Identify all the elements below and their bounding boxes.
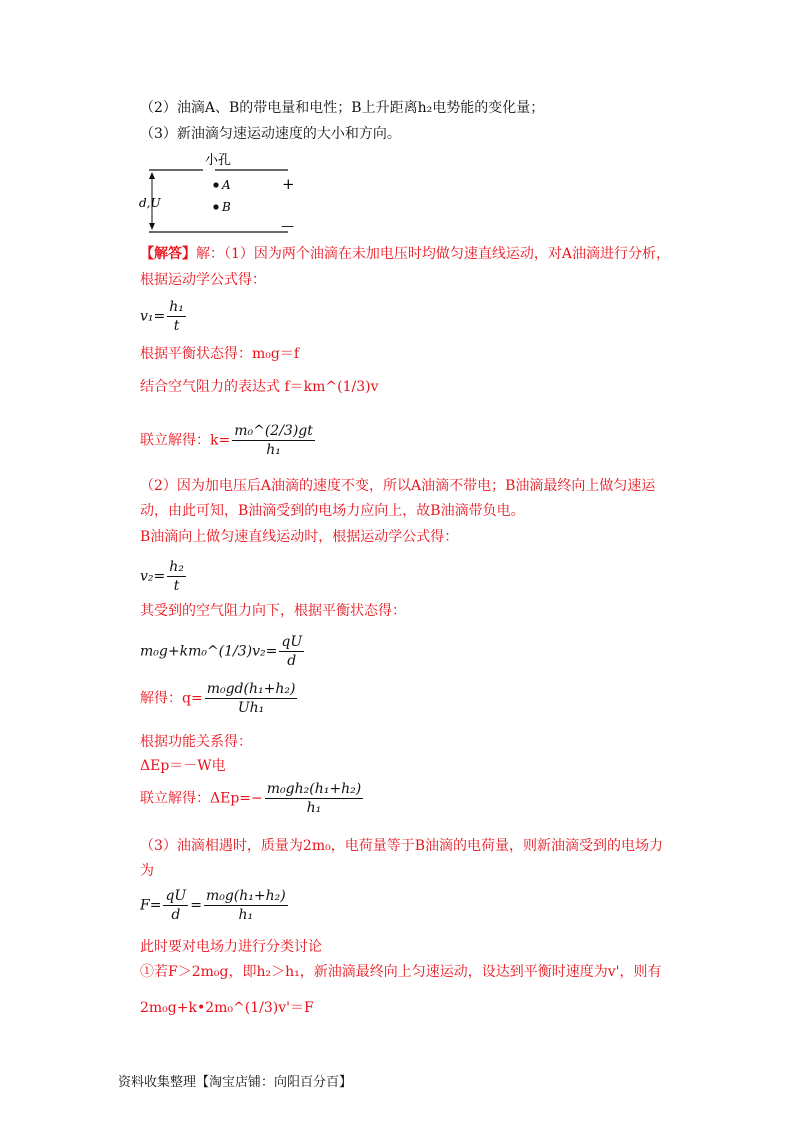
question-2: （2）油滴A、B的带电量和电性；B上升距离h₂电势能的变化量；	[140, 100, 545, 116]
part3-line1: （3）油滴相遇时，质量为2m₀，电荷量等于B油滴的电荷量，则新油滴受到的电场力	[140, 838, 663, 854]
formula-v1: v₁= $\frac{\text{h₁}}{t}$	[140, 299, 184, 334]
delta-ep: ΔEp＝－W电	[140, 758, 226, 774]
question-3: （3）新油滴匀速运动速度的大小和方向。	[140, 126, 401, 142]
part2-line2: 动，由此可知，B油滴受到的电场力应向上，故B油滴带负电。	[140, 503, 525, 519]
balance-line: 根据平衡状态得：m₀g＝f	[140, 346, 300, 362]
drag-direction: 其受到的空气阻力向下，根据平衡状态得：	[140, 603, 406, 619]
solution-intro-2: 根据运动学公式得：	[140, 272, 266, 288]
case-1-equation: 2m₀g+k•2m₀^(1/3)v'＝F	[140, 1000, 314, 1016]
gap-arrow-up	[149, 172, 155, 179]
hole-label: 小孔	[205, 153, 232, 168]
drop-a-label: A	[222, 178, 231, 192]
part3-line2: 为	[140, 863, 154, 879]
formula-balance-b: m₀g+km₀^(1/3)v₂= $\frac{qU}{d}$	[140, 634, 303, 669]
formula-v2: v₂= $\frac{\text{h₂}}{t}$	[140, 559, 184, 594]
part2-line1: （2）因为加电压后A油滴的速度不变，所以A油滴不带电；B油滴最终向上做匀速运	[140, 478, 656, 494]
work-energy: 根据功能关系得：	[140, 734, 252, 750]
discussion: 此时要对电场力进行分类讨论	[140, 939, 322, 955]
case-1: ①若F＞2m₀g，即h₂＞h₁，新油滴最终向上匀速运动，设达到平衡时速度为v'，则有	[140, 964, 662, 980]
plus-sign: +	[282, 175, 295, 193]
formula-k: 联立解得：k= $\frac{\text{m₀\textasciicircum{}(2/3)gt}}{\text{h₁}}$	[140, 423, 313, 458]
du-label: d,U	[139, 196, 161, 210]
answer-tag: 【解答】	[140, 246, 196, 262]
formula-q: 解得：q= $\frac{\text{m₀gd(h₁+h₂)}}{\text{Uh₁}}$	[140, 681, 296, 716]
drop-a-dot	[213, 182, 218, 187]
drag-expression: 结合空气阻力的表达式 f＝km^(1/3)v	[140, 379, 379, 395]
capacitor-diagram	[135, 148, 305, 240]
footer-note: 资料收集整理【淘宝店铺：向阳百分百】	[118, 1075, 353, 1090]
drop-b-label: B	[222, 200, 231, 214]
minus-sign: —	[281, 219, 294, 234]
solution-intro-1: 【解答】解：（1）因为两个油滴在未加电压时均做匀速直线运动，对A油滴进行分析，	[140, 246, 671, 262]
formula-F: F= $\frac{qU}{d}$ = $\frac{\text{m₀g(h₁+h₂)}}{\text{h₁}}$	[140, 888, 286, 923]
drop-b-dot	[213, 204, 218, 209]
formula-delta-ep: 联立解得：ΔEp=− $\frac{\text{m₀gh₂(h₁+h₂)}}{\text{h₁}}$	[140, 781, 362, 816]
part2-line3: B油滴向上做匀速直线运动时，根据运动学公式得：	[140, 529, 459, 545]
gap-arrow-down	[149, 223, 155, 230]
